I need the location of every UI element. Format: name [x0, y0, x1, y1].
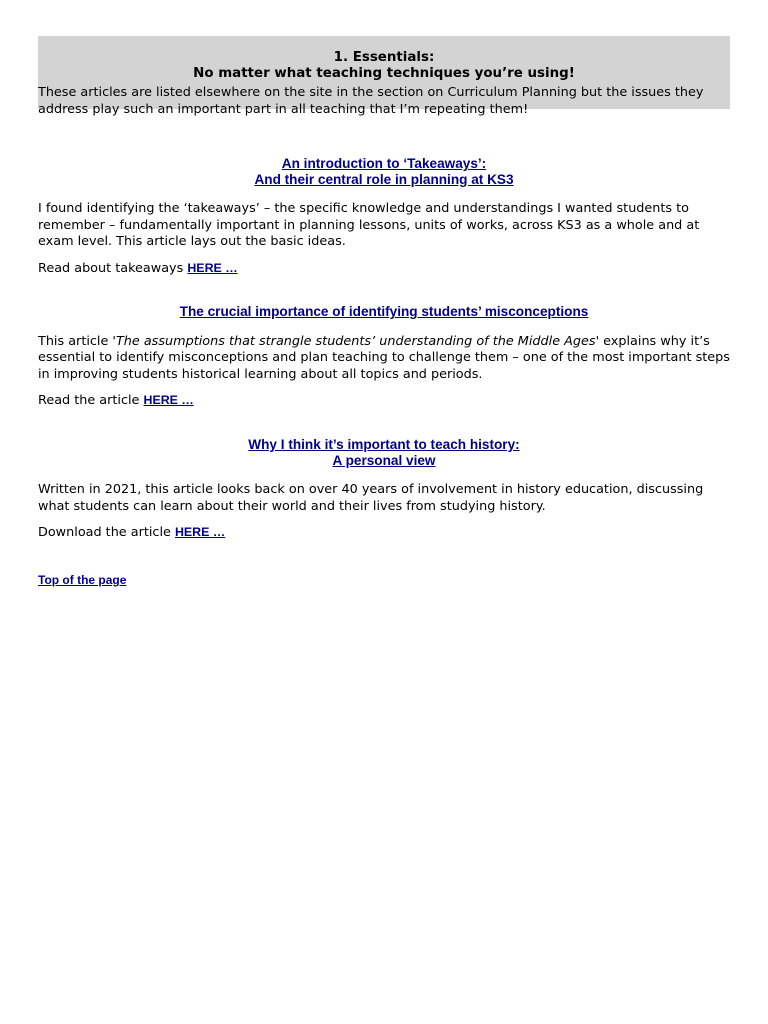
top-of-page-link[interactable]: Top of the page	[38, 573, 127, 587]
article-description	[38, 334, 730, 384]
description-prefix: This article '	[38, 333, 116, 349]
article-title-line1: An introduction to ‘Takeaways’:	[281, 156, 487, 171]
article-title-line1: Why I think it’s important to teach history:	[248, 437, 520, 452]
article-takeaways	[38, 156, 730, 277]
article-why-teach-history	[38, 437, 730, 542]
section-title-line2: No matter what teaching techniques you’re using!	[193, 65, 575, 81]
page-content	[38, 36, 730, 587]
article-action	[38, 524, 730, 542]
article-action-text: Read about takeaways	[38, 260, 188, 276]
article-title-link-misconceptions[interactable]	[38, 304, 730, 320]
read-misconceptions-link[interactable]: HERE …	[143, 393, 194, 408]
article-action-text: Read the article	[38, 393, 144, 409]
section-title	[38, 50, 730, 81]
article-description: I found identifying the ‘takeaways’ – the specific knowledge and understandings I wanted students to remember – fundamentally important in planning lessons, units of works, across KS3 as a whole and at exam level. This article lays out the basic ideas.	[38, 201, 700, 250]
article-cited-title: The assumptions that strangle students’ understanding of the Middle Ages	[115, 333, 596, 349]
section-intro: These articles are listed elsewhere on the site in the section on Curriculum Planning but the issues they address play such an important part in all teaching that I’m repeating them!	[38, 85, 704, 117]
section-title-line1: 1. Essentials:	[333, 50, 435, 65]
download-article-link[interactable]: HERE …	[174, 525, 226, 540]
article-title-link-takeaways[interactable]	[38, 156, 730, 187]
description-suffix: ' explains why it’s essential to identify misconceptions and plan teaching to challenge them – one of the most important steps in improving students historical learning about all topics and periods.	[38, 333, 730, 382]
article-action	[38, 392, 730, 410]
article-misconceptions	[38, 304, 730, 410]
essentials-header	[38, 36, 730, 117]
article-description: Written in 2021, this article looks back on over 40 years of involvement in history education, discussing what students can learn about their world and their lives from studying history.	[38, 482, 704, 514]
article-title-line1: The crucial importance of identifying students’ misconceptions	[179, 304, 589, 319]
article-title-link-why-teach-history[interactable]	[38, 437, 730, 468]
read-takeaways-link[interactable]: HERE …	[187, 260, 238, 275]
article-title-line2: A personal view	[332, 452, 436, 468]
article-action	[38, 260, 730, 278]
article-action-text: Download the article	[38, 525, 175, 541]
article-title-line2: And their central role in planning at KS3	[254, 171, 514, 187]
